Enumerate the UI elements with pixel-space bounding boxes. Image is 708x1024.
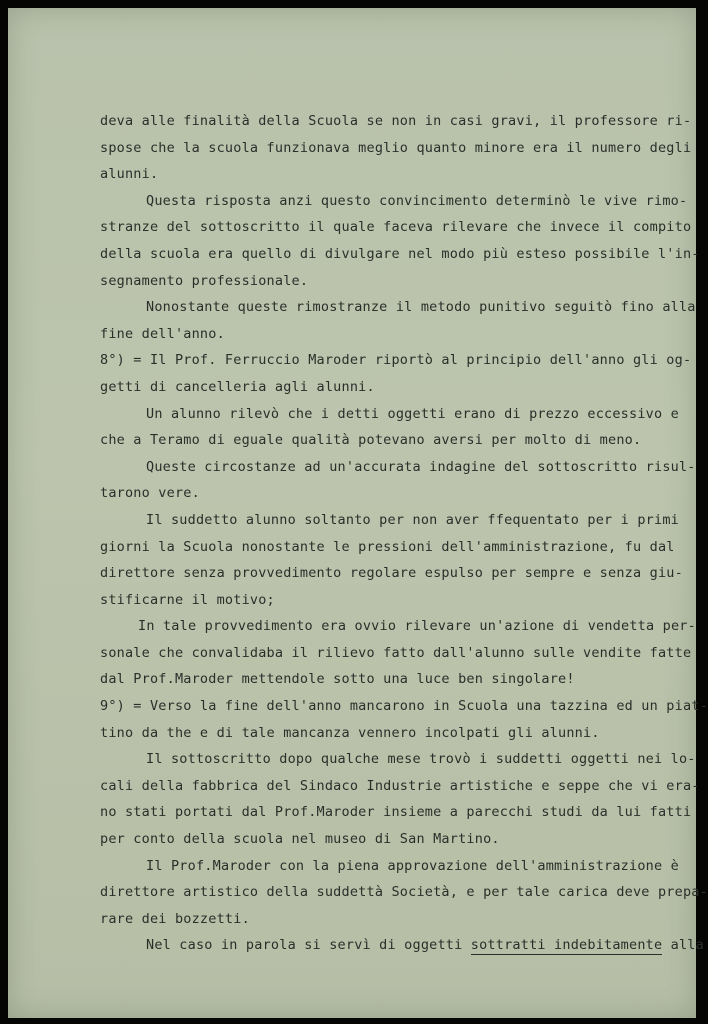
typewritten-text-block <box>100 108 708 959</box>
text-fragment: alla <box>662 937 704 954</box>
text-line: spose che la scuola funzionava meglio quanto minore era il numero degli <box>100 139 692 156</box>
text-fragment: Nel caso in parola si servì di oggetti <box>146 937 471 954</box>
text-line: 8°) = Il Prof. Ferruccio Maroder riportò al principio dell'anno gli og- <box>100 352 692 369</box>
text-line: giorni la Scuola nonostante le pressioni dell'amministrazione, fu dal <box>100 538 675 555</box>
text-line: deva alle finalità della Scuola se non in casi gravi, il professore ri- <box>100 113 692 129</box>
text-line: Il Prof.Maroder con la piena approvazione dell'amministrazione è <box>146 857 679 874</box>
text-line: stificarne il motivo; <box>100 591 275 608</box>
text-line: tino da the e di tale mancanza vennero incolpati gli alunni. <box>100 724 600 741</box>
text-line: cali della fabbrica del Sindaco Industrie artistiche e seppe che vi era- <box>100 777 700 794</box>
text-line: Il suddetto alunno soltanto per non aver ffequentato per i primi <box>146 511 679 528</box>
text-line: fine dell'anno. <box>100 325 225 342</box>
text-line: In tale provvedimento era ovvio rilevare un'azione di vendetta per- <box>138 618 696 635</box>
text-line: direttore senza provvedimento regolare espulso per sempre e senza giu- <box>100 565 683 582</box>
text-line: Questa risposta anzi questo convincimento determinò le vive rimo- <box>146 192 688 209</box>
text-line: segnamento professionale. <box>100 272 309 289</box>
text-line: getti di cancelleria agli alunni. <box>100 378 375 395</box>
text-line: stranze del sottoscritto il quale faceva rilevare che invece il compito <box>100 219 692 236</box>
text-line: Un alunno rilevò che i detti oggetti erano di prezzo eccessivo e <box>146 405 679 422</box>
text-line: tarono vere. <box>100 485 200 502</box>
text-line: Il sottoscritto dopo qualche mese trovò i suddetti oggetti nei lo- <box>146 751 696 768</box>
text-line-last <box>100 932 704 959</box>
text-line: alunni. <box>100 166 159 183</box>
text-line: rare dei bozzetti. <box>100 910 250 927</box>
text-line: dal Prof.Maroder mettendole sotto una luce ben singolare! <box>100 671 575 688</box>
text-line: Nonostante queste rimostranze il metodo punitivo seguitò fino alla <box>146 299 696 316</box>
text-line: Queste circostanze ad un'accurata indagine del sottoscritto risul- <box>146 458 696 475</box>
underlined-phrase: sottratti indebitamente <box>470 937 663 954</box>
paper-sheet <box>8 8 708 1018</box>
text-line: per conto della scuola nel museo di San Martino. <box>100 831 500 848</box>
text-line: 9°) = Verso la fine dell'anno mancarono in Scuola una tazzina ed un piat- <box>100 698 708 715</box>
text-line: no stati portati dal Prof.Maroder insieme a parecchi studi da lui fatti <box>100 804 692 821</box>
text-line: che a Teramo di eguale qualità potevano aversi per molto di meno. <box>100 432 642 449</box>
text-line: direttore artistico della suddettà Società, e per tale carica deve prepa- <box>100 884 708 901</box>
text-line: della scuola era quello di divulgare nel modo più esteso possibile l'in- <box>100 245 700 262</box>
text-line: sonale che convalidaba il rilievo fatto dall'alunno sulle vendite fatte <box>100 644 692 661</box>
